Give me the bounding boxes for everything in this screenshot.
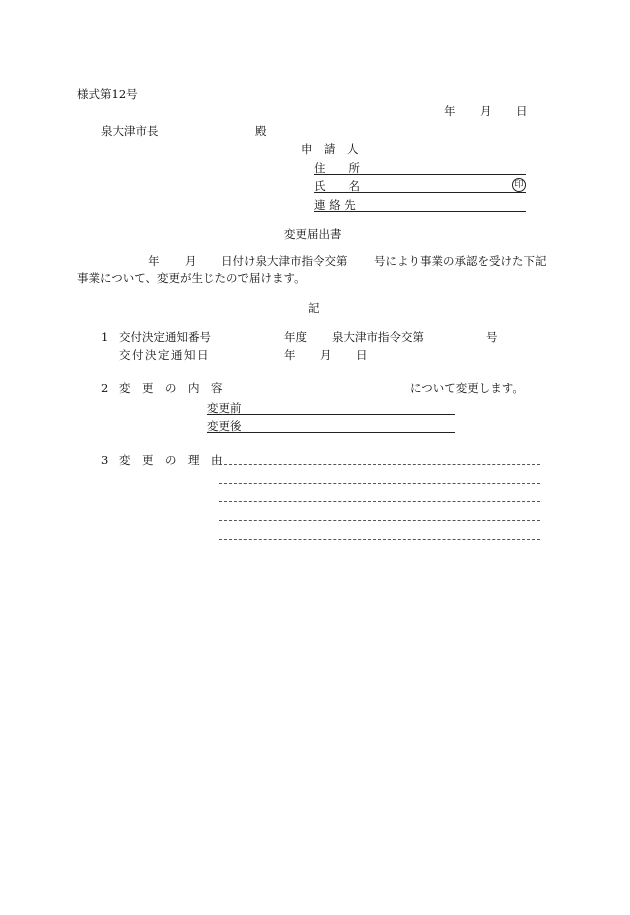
- body-text-a: 日付け泉大津市指令交第: [221, 254, 348, 268]
- item-1-year: 年: [284, 348, 296, 362]
- body-month: 月: [185, 254, 197, 268]
- item-2-before-line[interactable]: [207, 414, 455, 415]
- applicant-heading: 申 請 人: [301, 142, 359, 156]
- item-1-date-label: 交付決定通知日: [119, 348, 210, 362]
- item-2-after-label: 変更後: [207, 419, 242, 433]
- address-line[interactable]: [314, 174, 526, 175]
- address-label: 住 所: [314, 161, 360, 175]
- date-month-label: 月: [480, 104, 492, 118]
- form-number: 様式第12号: [77, 87, 138, 101]
- name-line[interactable]: [314, 192, 526, 193]
- name-label: 氏 名: [314, 179, 360, 193]
- item-1-month: 月: [320, 348, 332, 362]
- item-3-label: 変 更 の 理 由: [119, 453, 223, 467]
- item-1-go: 号: [486, 330, 498, 344]
- date-day-label: 日: [516, 104, 528, 118]
- item-2-suffix: について変更します。: [410, 381, 524, 395]
- addressee-name: 泉大津市長: [101, 124, 159, 138]
- item-2-after-line[interactable]: [207, 432, 455, 433]
- reason-line-3[interactable]: [219, 501, 540, 502]
- document-title: 変更届出書: [284, 227, 342, 241]
- ki-heading: 記: [308, 301, 320, 315]
- item-1-label: 交付決定通知番号: [119, 330, 211, 344]
- item-2-number: 2: [101, 381, 109, 395]
- item-3-number: 3: [101, 453, 109, 467]
- item-2-label: 変 更 の 内 容: [119, 381, 223, 395]
- item-2-before-label: 変更前: [207, 401, 242, 415]
- reason-line-5[interactable]: [219, 539, 540, 540]
- body-year: 年: [148, 254, 160, 268]
- date-year-label: 年: [444, 104, 456, 118]
- item-1-nendo: 年度: [284, 330, 307, 344]
- addressee-honorific: 殿: [255, 124, 267, 138]
- contact-label: 連 絡 先: [314, 198, 356, 212]
- reason-line-2[interactable]: [219, 483, 540, 484]
- item-1-day: 日: [356, 348, 368, 362]
- item-1-city-text: 泉大津市指令交第: [332, 330, 424, 344]
- reason-line-1[interactable]: [219, 464, 540, 465]
- body-text-b: 号により事業の承認を受けた下記: [374, 254, 547, 268]
- body-line-2: 事業について、変更が生じたので届けます。: [77, 271, 306, 285]
- seal-mark: 印: [512, 178, 526, 192]
- contact-line[interactable]: [314, 211, 526, 212]
- item-1-number: 1: [101, 330, 109, 344]
- reason-line-4[interactable]: [219, 520, 540, 521]
